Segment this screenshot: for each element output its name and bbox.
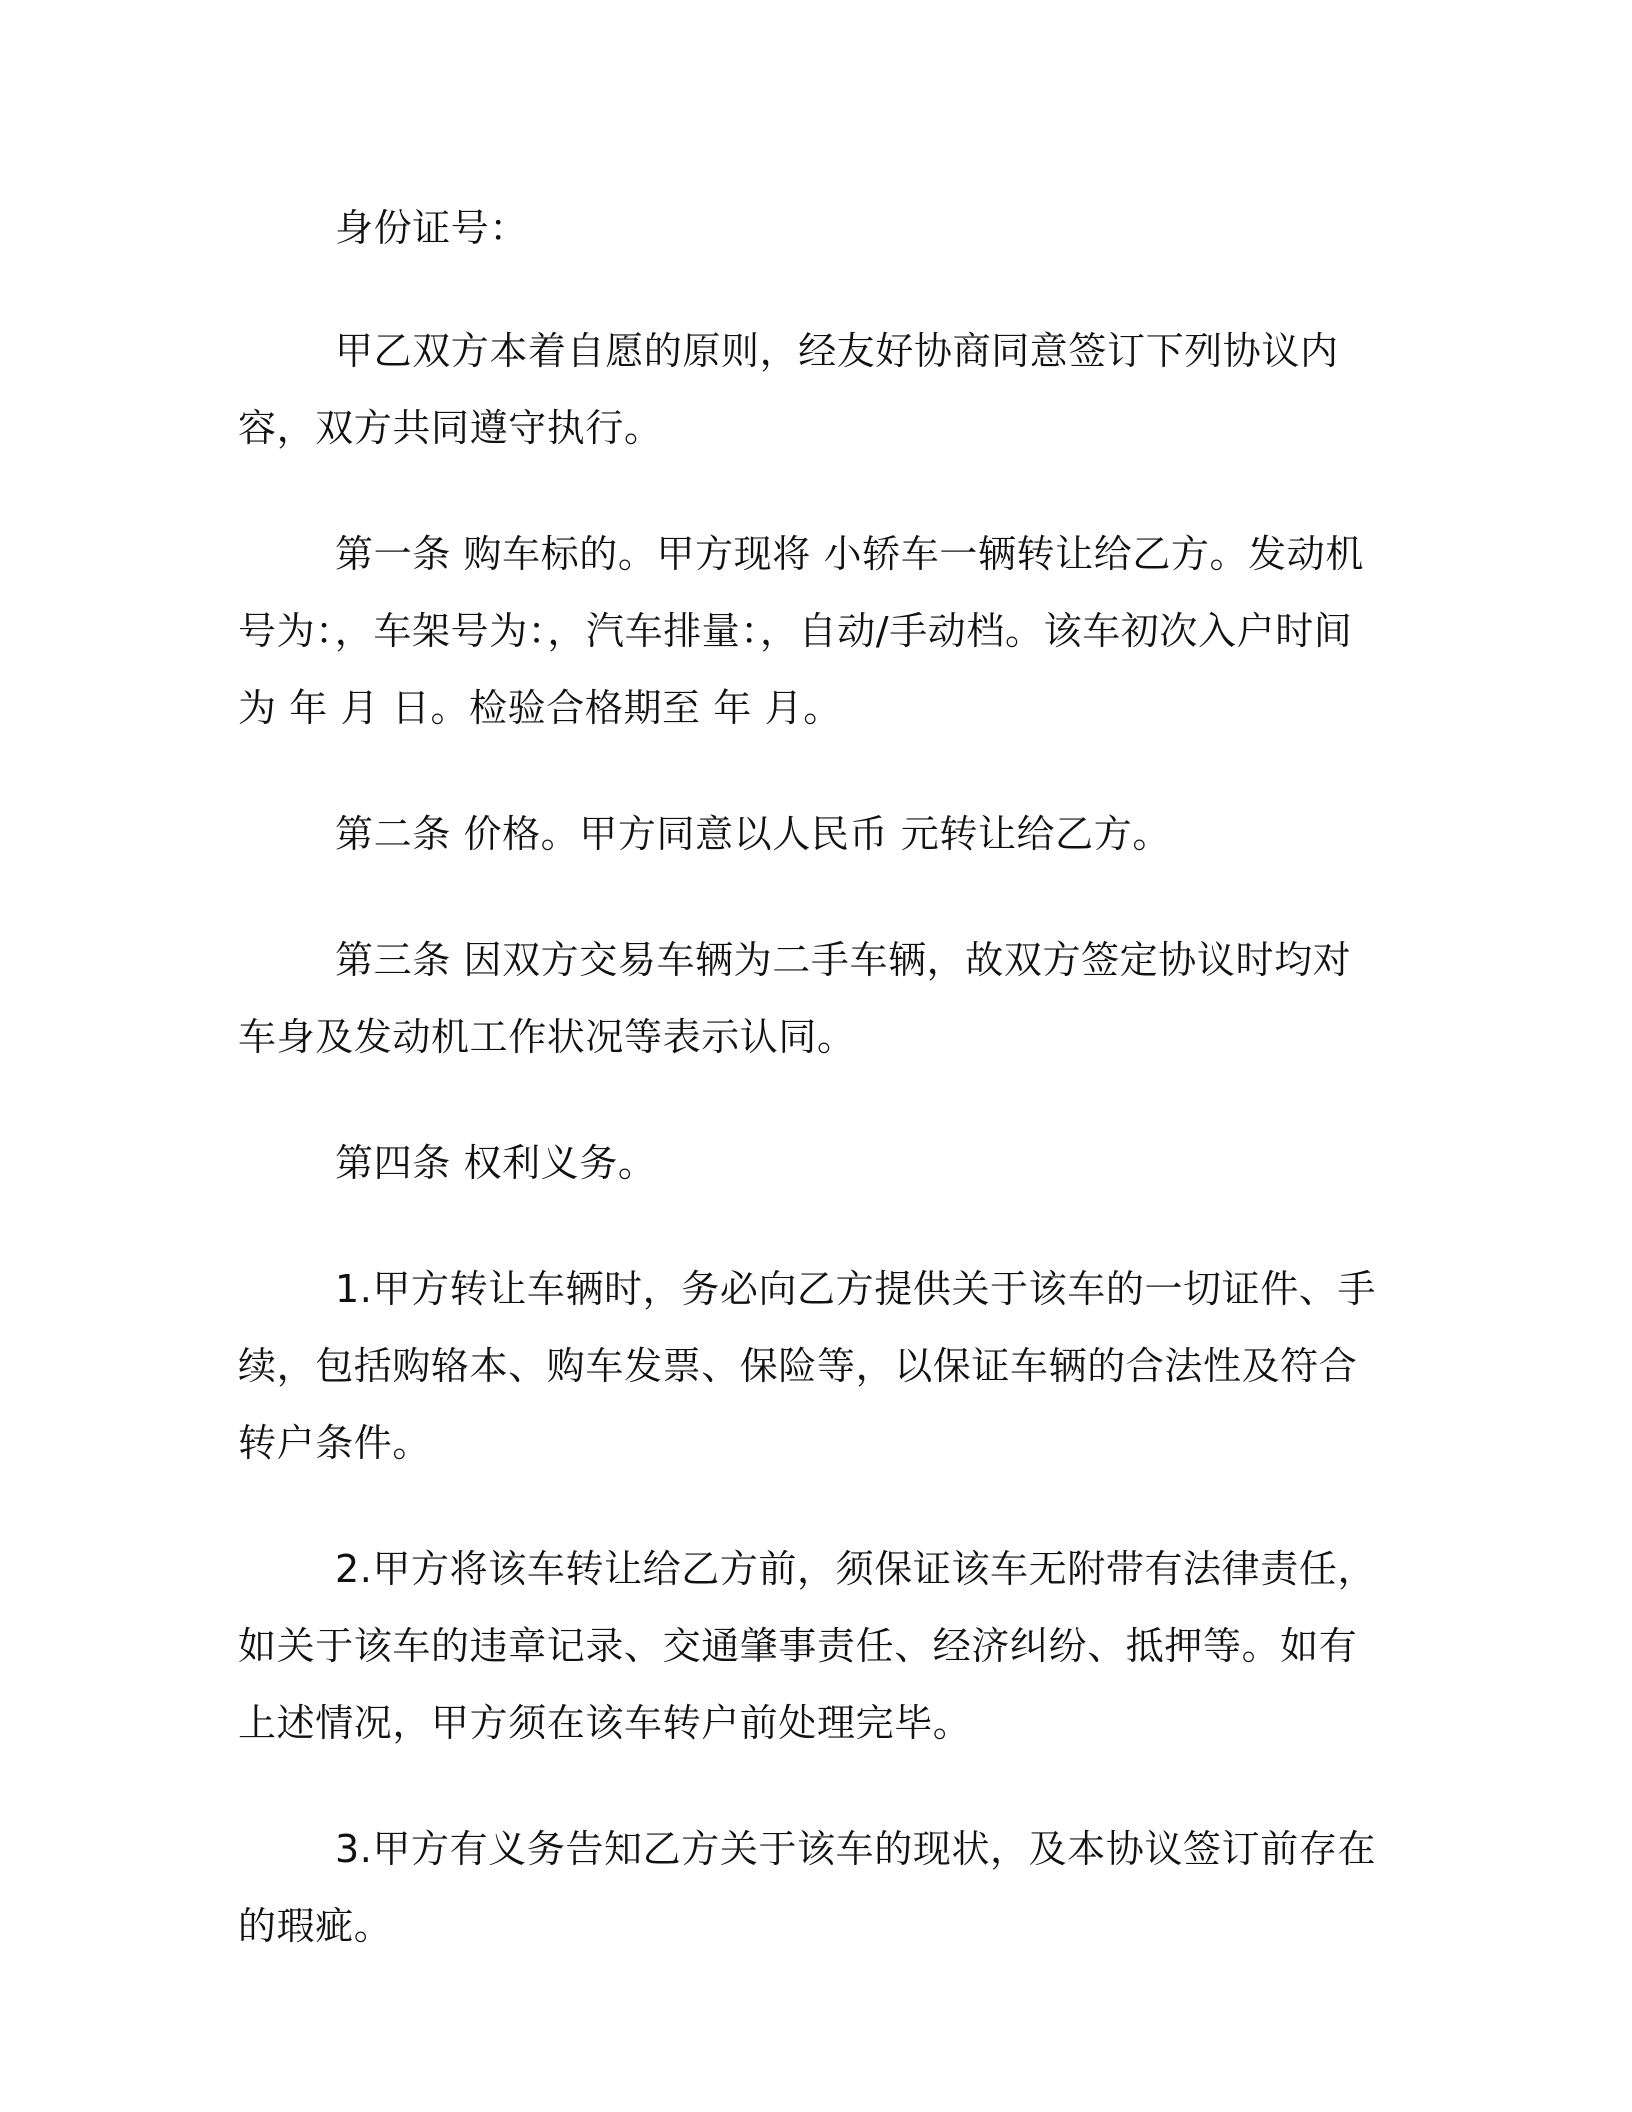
article-3-paragraph: 第三条 因双方交易车辆为二手车辆，故双方签定协议时均对车身及发动机工作状况等表示认同。 bbox=[238, 938, 1352, 1059]
agreement-intro-paragraph: 甲乙双方本着自愿的原则，经友好协商同意签订下列协议内容，双方共同遵守执行。 bbox=[238, 329, 1339, 450]
article-1-paragraph: 第一条 购车标的。甲方现将 小轿车一辆转让给乙方。发动机号为：，车架号为：，汽车排量：，自动/手动档。该车初次入户时间为 年 月 日。检验合格期至 年 月。 bbox=[238, 532, 1364, 730]
id-number-line: 身份证号： bbox=[335, 206, 529, 250]
article-2-paragraph: 第二条 价格。甲方同意以人民币 元转让给乙方。 bbox=[335, 812, 1171, 856]
clause-1-paragraph: 1.甲方转让车辆时，务必向乙方提供关于该车的一切证件、手续，包括购辂本、购车发票、保险等，以保证车辆的合法性及符合转户条件。 bbox=[238, 1267, 1377, 1465]
clause-3-paragraph: 3.甲方有义务告知乙方关于该车的现状，及本协议签订前存在的瑕疵。 bbox=[238, 1827, 1377, 1948]
article-4-heading: 第四条 权利义务。 bbox=[335, 1141, 657, 1185]
document-body bbox=[238, 190, 1388, 2014]
clause-2-paragraph: 2.甲方将该车转让给乙方前，须保证该车无附带有法律责任，如关于该车的违章记录、交通肇事责任、经济纠纷、抵押等。如有上述情况，甲方须在该车转户前处理完毕。 bbox=[238, 1547, 1377, 1745]
